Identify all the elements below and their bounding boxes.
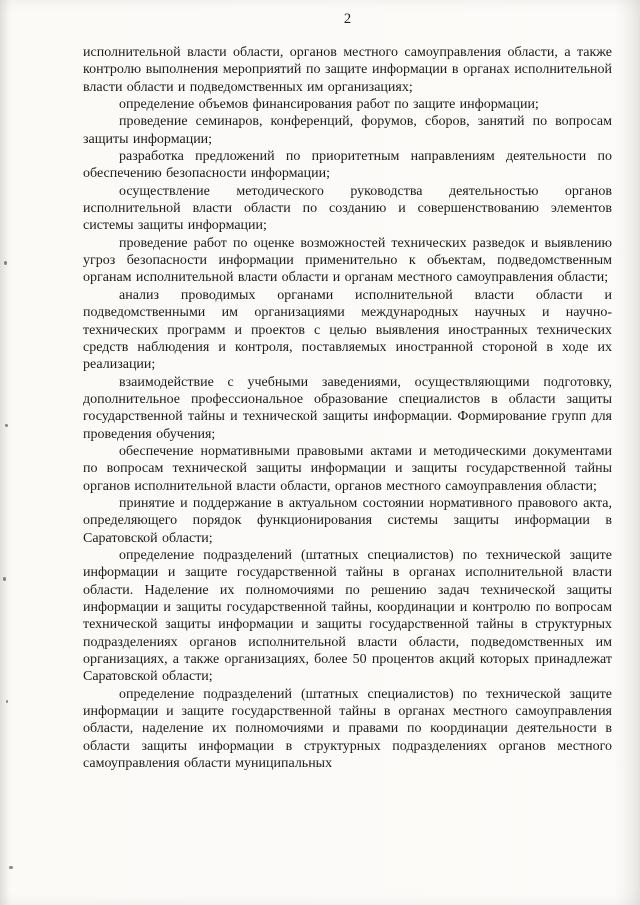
paragraph: обеспечение нормативными правовыми актами и методическими документами по вопросам технической защиты информации и защиты государственной тайны органов исполнительной власти области, органов местного самоуправления области; xyxy=(83,443,612,494)
paragraph: проведение работ по оценке возможностей технических разведок и выявлению угроз безопасности информации применительно к объектам, подведомственным органам исполнительной власти области и органам местного самоуправления области; xyxy=(83,235,612,286)
paragraph: определение подразделений (штатных специалистов) по технической защите информации и защите государственной тайны в органах местного самоуправления области, наделение их полномочиями и правами по координации деятельности в области защиты информации в структурных подразделениях органов местного самоуправления области муниципальных xyxy=(83,686,612,772)
paragraph: взаимодействие с учебными заведениями, осуществляющими подготовку, дополнительное профессиональное образование специалистов в области защиты государственной тайны и технической защиты информации. Формирование групп для проведения обучения; xyxy=(83,374,612,442)
scan-speck xyxy=(9,866,13,869)
document-body xyxy=(83,44,612,885)
paragraph-continuation: исполнительной власти области, органов местного самоуправления области, а также контролю выполнения мероприятий по защите информации в органах исполнительной власти области и подведомственных им организациях; xyxy=(83,45,612,95)
paragraph: анализ проводимых органами исполнительной власти области и подведомственными им организациями международных научных и научно-технических программ и проектов с целью выявления иностранных технических средств наблюдения и контроля, поставляемых иностранной стороной в ходе их реализации; xyxy=(83,287,612,373)
scan-speck xyxy=(5,424,8,427)
scan-speck xyxy=(3,577,6,581)
page-number: 2 xyxy=(343,11,352,27)
paragraph: осуществление методического руководства деятельностью органов исполнительной власти области по созданию и совершенствованию элементов системы защиты информации; xyxy=(83,183,612,234)
paragraph: определение подразделений (штатных специалистов) по технической защите информации и защите государственной тайны в органах исполнительной власти области. Наделение их полномочиями по решению задач технической защиты информации и защиты государственной тайны, координации и контролю по вопросам технической защиты информации и защиты государственной тайны в структурных подразделениях органов исполнительной власти области, подведомственных им организациях, а также организациях, более 50 процентов акций которых принадлежат Саратовской области; xyxy=(83,547,612,685)
scan-speck xyxy=(6,700,8,703)
scan-speck xyxy=(4,261,7,265)
paragraph: определение объемов финансирования работ по защите информации; xyxy=(119,97,539,113)
paragraph: разработка предложений по приоритетным направлениям деятельности по обеспечению безопасности информации; xyxy=(83,149,612,182)
paragraph: проведение семинаров, конференций, форумов, сборов, занятий по вопросам защиты информации; xyxy=(83,114,612,147)
paragraph: принятие и поддержание в актуальном состоянии нормативного правового акта, определяющего порядок функционирования системы защиты информации в Саратовской области; xyxy=(83,495,612,546)
